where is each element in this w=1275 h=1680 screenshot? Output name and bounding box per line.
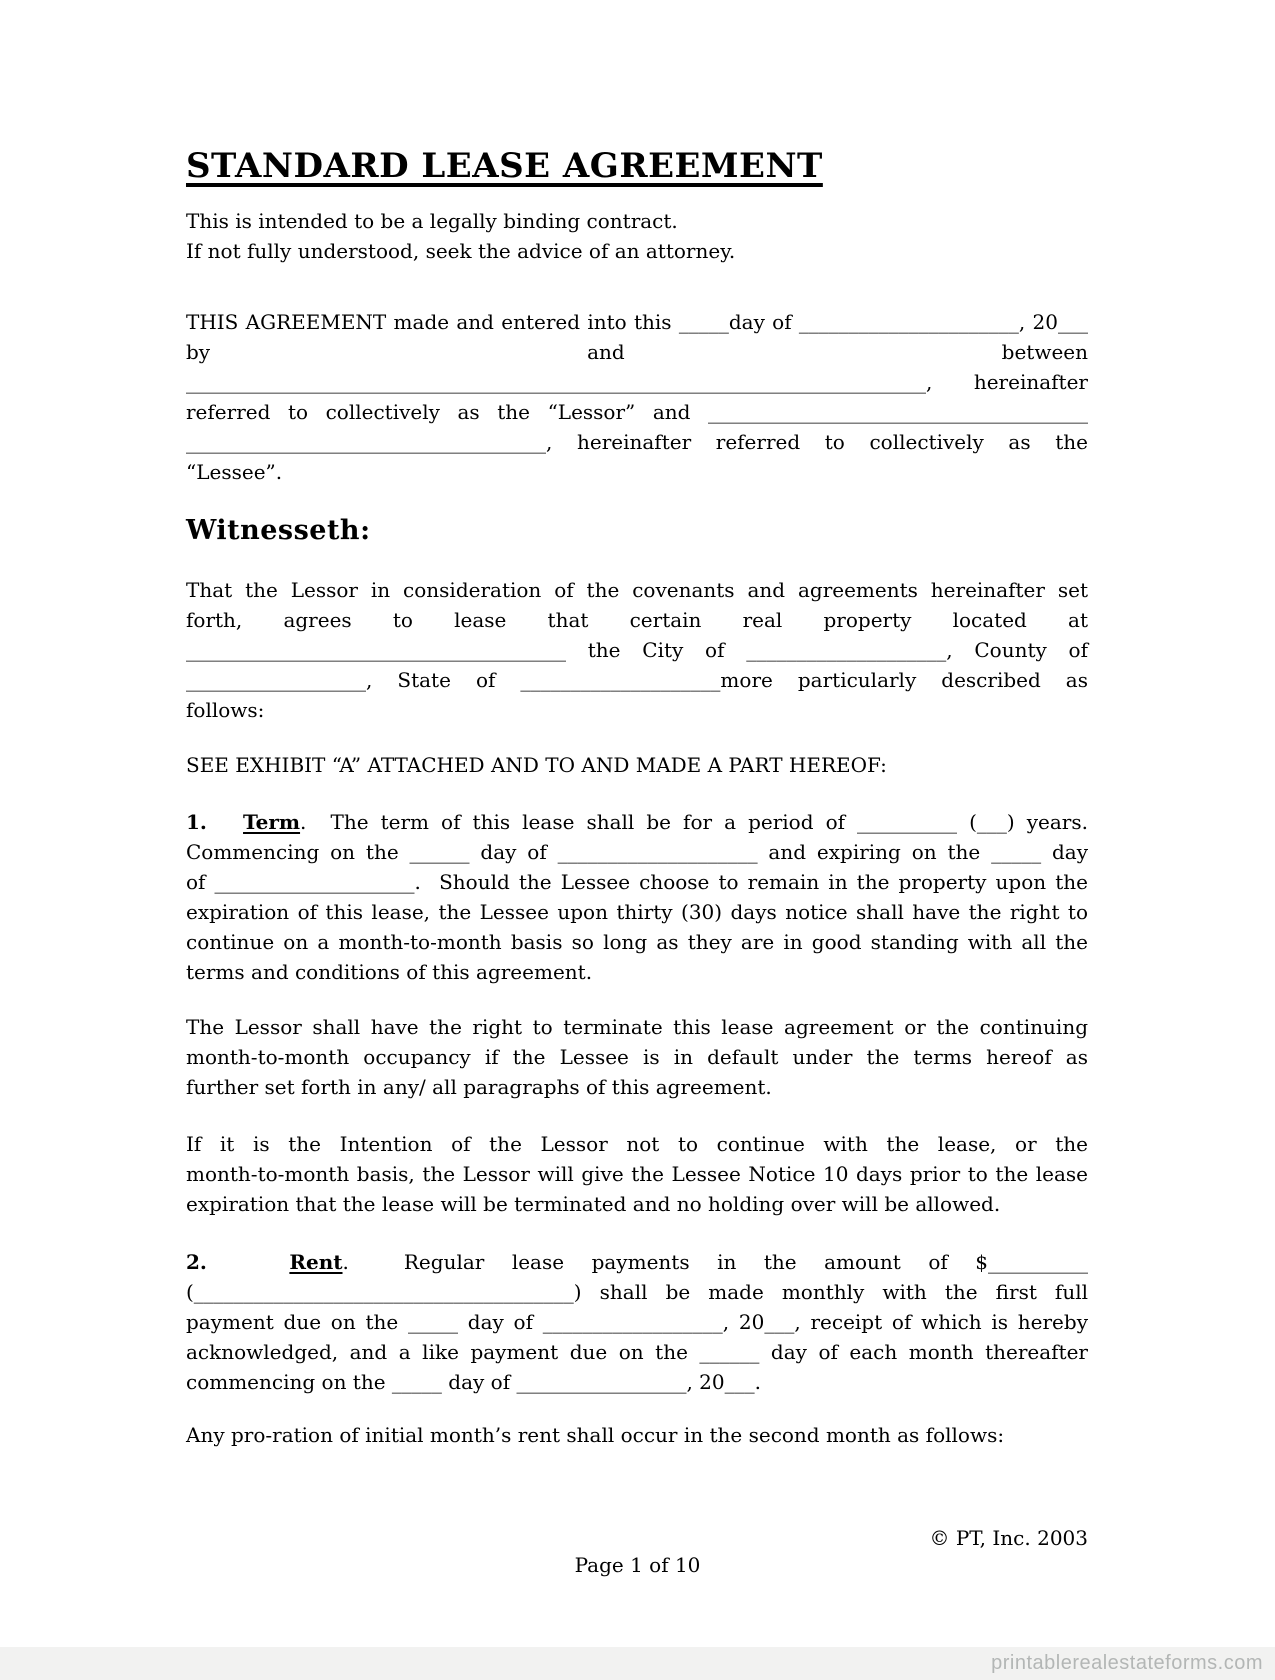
text-line bbox=[186, 1012, 1088, 1042]
watermark-text: printablerealestateforms.com bbox=[991, 1652, 1263, 1674]
text-segment: month-to-month occupancy if the Lessee is in default under the terms hereof as bbox=[186, 1045, 1088, 1069]
text-line bbox=[186, 927, 1088, 957]
text-segment: ______________________________________ the City of ____________________, County of bbox=[186, 638, 1088, 662]
consideration bbox=[186, 575, 1088, 725]
text-line bbox=[186, 427, 1088, 457]
text-segment: (______________________________________) shall be made monthly with the first full bbox=[186, 1280, 1088, 1304]
text-segment: THIS AGREEMENT made and entered into this _____day of ______________________, 20___ bbox=[186, 310, 1088, 334]
text-segment: continue on a month-to-month basis so long as they are in good standing with all the bbox=[186, 930, 1088, 954]
text-segment: 2. bbox=[186, 1250, 207, 1274]
text-segment: by and between bbox=[186, 340, 1088, 364]
exhibit-notice bbox=[186, 750, 1088, 780]
watermark-bar bbox=[0, 1647, 1275, 1680]
text-line bbox=[186, 1367, 1088, 1397]
text-segment: That the Lessor in consideration of the covenants and agreements hereinafter set bbox=[186, 578, 1088, 602]
text-line bbox=[186, 867, 1088, 897]
text-segment: . Regular lease payments in the amount of $__________ bbox=[342, 1250, 1088, 1274]
rent-clause bbox=[186, 1247, 1088, 1397]
text-line bbox=[186, 575, 1088, 605]
text-line bbox=[186, 1307, 1088, 1337]
text-line bbox=[186, 695, 1088, 725]
text-line bbox=[186, 750, 1088, 780]
text-line bbox=[186, 1042, 1088, 1072]
text-line bbox=[186, 1277, 1088, 1307]
text-segment: referred to collectively as the “Lessor” and ______________________________________ bbox=[186, 400, 1088, 424]
lessor-termination bbox=[186, 1012, 1088, 1102]
text-segment: terms and conditions of this agreement. bbox=[186, 960, 593, 984]
text-segment: payment due on the _____ day of __________________, 20___, receipt of which is hereby bbox=[186, 1310, 1088, 1334]
term-clause bbox=[186, 807, 1088, 987]
text-segment: SEE EXHIBIT “A” ATTACHED AND TO AND MADE A PART HEREOF: bbox=[186, 753, 887, 777]
text-segment: Term bbox=[243, 810, 301, 834]
text-line bbox=[186, 605, 1088, 635]
text-line bbox=[186, 837, 1088, 867]
text-line bbox=[186, 307, 1088, 337]
text-segment: of ____________________. Should the Lessee choose to remain in the property upon the bbox=[186, 870, 1088, 894]
text-segment: This is intended to be a legally binding contract. bbox=[186, 209, 678, 233]
subtitle bbox=[186, 206, 1088, 266]
text-line bbox=[186, 513, 1088, 549]
text-segment: Witnesseth: bbox=[186, 515, 371, 546]
text-line bbox=[186, 206, 1088, 236]
text-segment: __________________, State of ____________________more particularly described as bbox=[186, 668, 1088, 692]
text-line bbox=[186, 1072, 1088, 1102]
text-line bbox=[186, 1247, 1088, 1277]
text-line bbox=[186, 146, 1088, 186]
text-segment: Any pro-ration of initial month’s rent shall occur in the second month as follows: bbox=[186, 1423, 1005, 1447]
text-line bbox=[186, 1129, 1088, 1159]
text-segment: ____________________________________, hereinafter referred to collectively as the bbox=[186, 430, 1088, 454]
text-segment: acknowledged, and a like payment due on the ______ day of each month thereafter bbox=[186, 1340, 1088, 1364]
text-line bbox=[186, 1189, 1088, 1219]
copyright-notice: © PT, Inc. 2003 bbox=[929, 1526, 1088, 1550]
text-segment: The Lessor shall have the right to terminate this lease agreement or the continuing bbox=[186, 1015, 1088, 1039]
opening bbox=[186, 307, 1088, 487]
text-segment: If not fully understood, seek the advice of an attorney. bbox=[186, 239, 736, 263]
text-line bbox=[186, 635, 1088, 665]
text-line bbox=[186, 1420, 1088, 1450]
text-line bbox=[186, 337, 1088, 367]
text-line bbox=[186, 457, 1088, 487]
text-segment: expiration of this lease, the Lessee upon thirty (30) days notice shall have the right to bbox=[186, 900, 1088, 924]
text-segment: expiration that the lease will be terminated and no holding over will be allowed. bbox=[186, 1192, 1001, 1216]
text-segment bbox=[207, 810, 243, 834]
text-line bbox=[186, 1337, 1088, 1367]
text-segment: forth, agrees to lease that certain real property located at bbox=[186, 608, 1088, 632]
text-segment: commencing on the _____ day of _________________, 20___. bbox=[186, 1370, 761, 1394]
witnesseth-heading bbox=[186, 513, 1088, 549]
page-number: Page 1 of 10 bbox=[574, 1553, 701, 1577]
intention bbox=[186, 1129, 1088, 1219]
text-segment bbox=[207, 1250, 290, 1274]
text-line bbox=[186, 897, 1088, 927]
text-segment: month-to-month basis, the Lessor will give the Lessee Notice 10 days prior to the lease bbox=[186, 1162, 1088, 1186]
text-segment: follows: bbox=[186, 698, 265, 722]
text-segment: __________________________________________________________________________, hereinafter bbox=[186, 370, 1088, 394]
title bbox=[186, 146, 1088, 186]
document-body bbox=[186, 0, 1088, 1680]
text-segment: further set forth in any/ all paragraphs of this agreement. bbox=[186, 1075, 772, 1099]
text-segment: STANDARD LEASE AGREEMENT bbox=[186, 146, 823, 186]
text-line bbox=[186, 236, 1088, 266]
text-segment: If it is the Intention of the Lessor not to continue with the lease, or the bbox=[186, 1132, 1088, 1156]
text-segment: Commencing on the ______ day of ____________________ and expiring on the _____ day bbox=[186, 840, 1088, 864]
proration bbox=[186, 1420, 1088, 1450]
text-segment: 1. bbox=[186, 810, 207, 834]
text-line bbox=[186, 957, 1088, 987]
text-line bbox=[186, 1159, 1088, 1189]
text-segment: “Lessee”. bbox=[186, 460, 283, 484]
text-line bbox=[186, 807, 1088, 837]
text-line bbox=[186, 665, 1088, 695]
text-segment: . The term of this lease shall be for a period of __________ (___) years. bbox=[300, 810, 1088, 834]
text-segment: Rent bbox=[289, 1250, 343, 1274]
text-line bbox=[186, 397, 1088, 427]
text-line bbox=[186, 367, 1088, 397]
